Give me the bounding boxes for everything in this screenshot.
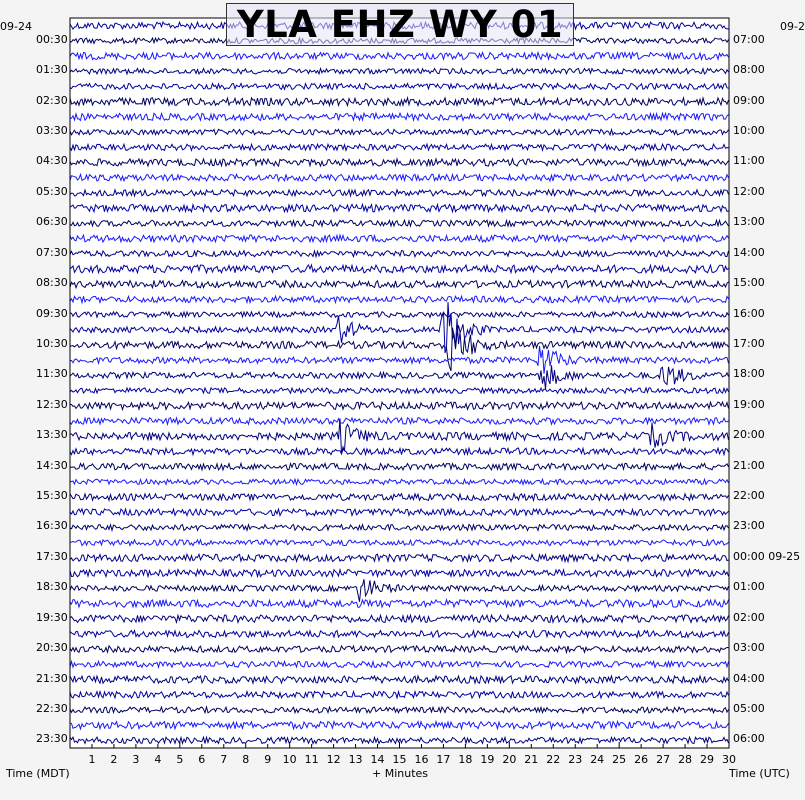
left-time-label: 06:30 [36,215,68,229]
left-time-label: 05:30 [36,184,68,198]
left-time-label: 13:30 [36,428,68,442]
left-time-label: 17:30 [36,549,68,563]
chart-title: YLA EHZ WY 01 [236,3,564,46]
x-tick-label: 15 [392,753,407,766]
x-tick-label: 5 [176,753,184,766]
right-time-label: 23:00 [733,519,765,533]
left-time-label: 21:30 [36,671,68,685]
x-tick-label: 7 [220,753,228,766]
x-tick-label: 26 [634,753,649,766]
left-date-label: 09-24 [0,20,32,33]
right-time-label: 22:00 [733,489,765,503]
right-time-label: 19:00 [733,397,765,411]
x-tick-label: 29 [700,753,715,766]
x-tick-label: 4 [154,753,162,766]
right-time-label: 14:00 [733,245,765,259]
x-tick-label: 2 [110,753,118,766]
x-tick-label: 27 [656,753,671,766]
right-date-label: 09-2 [780,20,805,33]
right-time-label: 17:00 [733,336,765,350]
right-time-label: 09:00 [733,93,765,107]
x-tick-label: 3 [132,753,140,766]
left-time-label: 12:30 [36,397,68,411]
right-time-label: 21:00 [733,458,765,472]
right-time-label: 02:00 [733,610,765,624]
right-axis-label: Time (UTC) [729,767,790,780]
x-tick-label: 19 [480,753,495,766]
left-time-label: 09:30 [36,306,68,320]
right-time-label: 04:00 [733,671,765,685]
left-time-label: 15:30 [36,489,68,503]
right-time-label: 03:00 [733,641,765,655]
left-time-label: 14:30 [36,458,68,472]
x-tick-label: 30 [722,753,736,766]
x-tick-label: 13 [348,753,363,766]
left-time-label: 22:30 [36,701,68,715]
left-time-label: 23:30 [36,732,68,746]
x-tick-label: 23 [568,753,583,766]
x-tick-label: 16 [414,753,429,766]
left-time-label: 19:30 [36,610,68,624]
left-time-label: 10:30 [36,336,68,350]
left-time-label: 04:30 [36,154,68,168]
plot-area [70,18,729,748]
left-time-label: 02:30 [36,93,68,107]
left-time-label: 18:30 [36,580,68,594]
x-tick-label: 12 [326,753,341,766]
left-time-label: 07:30 [36,245,68,259]
right-time-label: 07:00 [733,32,765,46]
right-time-label: 20:00 [733,428,765,442]
x-tick-label: 17 [436,753,451,766]
right-time-label: 00:00 09-25 [733,549,801,563]
right-time-label: 11:00 [733,154,765,168]
left-time-label: 11:30 [36,367,68,381]
left-time-label: 20:30 [36,641,68,655]
left-time-label: 03:30 [36,124,68,138]
right-time-label: 05:00 [733,701,765,715]
x-tick-label: 28 [678,753,693,766]
x-tick-label: 14 [370,753,385,766]
left-time-label: 16:30 [36,519,68,533]
left-time-label: 08:30 [36,276,68,290]
right-time-label: 01:00 [733,580,765,594]
right-time-label: 12:00 [733,184,765,198]
x-tick-label: 18 [458,753,473,766]
x-axis-label: + Minutes [372,767,429,780]
x-tick-label: 24 [590,753,605,766]
title-box [226,3,574,46]
right-time-label: 15:00 [733,276,765,290]
x-tick-label: 8 [242,753,250,766]
left-axis-label: Time (MDT) [6,767,70,780]
right-time-label: 10:00 [733,124,765,138]
right-time-label: 08:00 [733,63,765,77]
x-tick-label: 9 [264,753,272,766]
x-tick-label: 1 [88,753,96,766]
x-tick-label: 10 [282,753,297,766]
x-tick-label: 21 [524,753,539,766]
left-time-label: 00:30 [36,32,68,46]
right-time-label: 18:00 [733,367,765,381]
x-tick-label: 20 [502,753,517,766]
right-time-label: 06:00 [733,732,765,746]
x-tick-label: 11 [304,753,319,766]
right-time-label: 16:00 [733,306,765,320]
x-tick-label: 6 [198,753,206,766]
right-time-label: 13:00 [733,215,765,229]
x-tick-label: 22 [546,753,561,766]
left-time-label: 01:30 [36,63,68,77]
x-tick-label: 25 [612,753,627,766]
